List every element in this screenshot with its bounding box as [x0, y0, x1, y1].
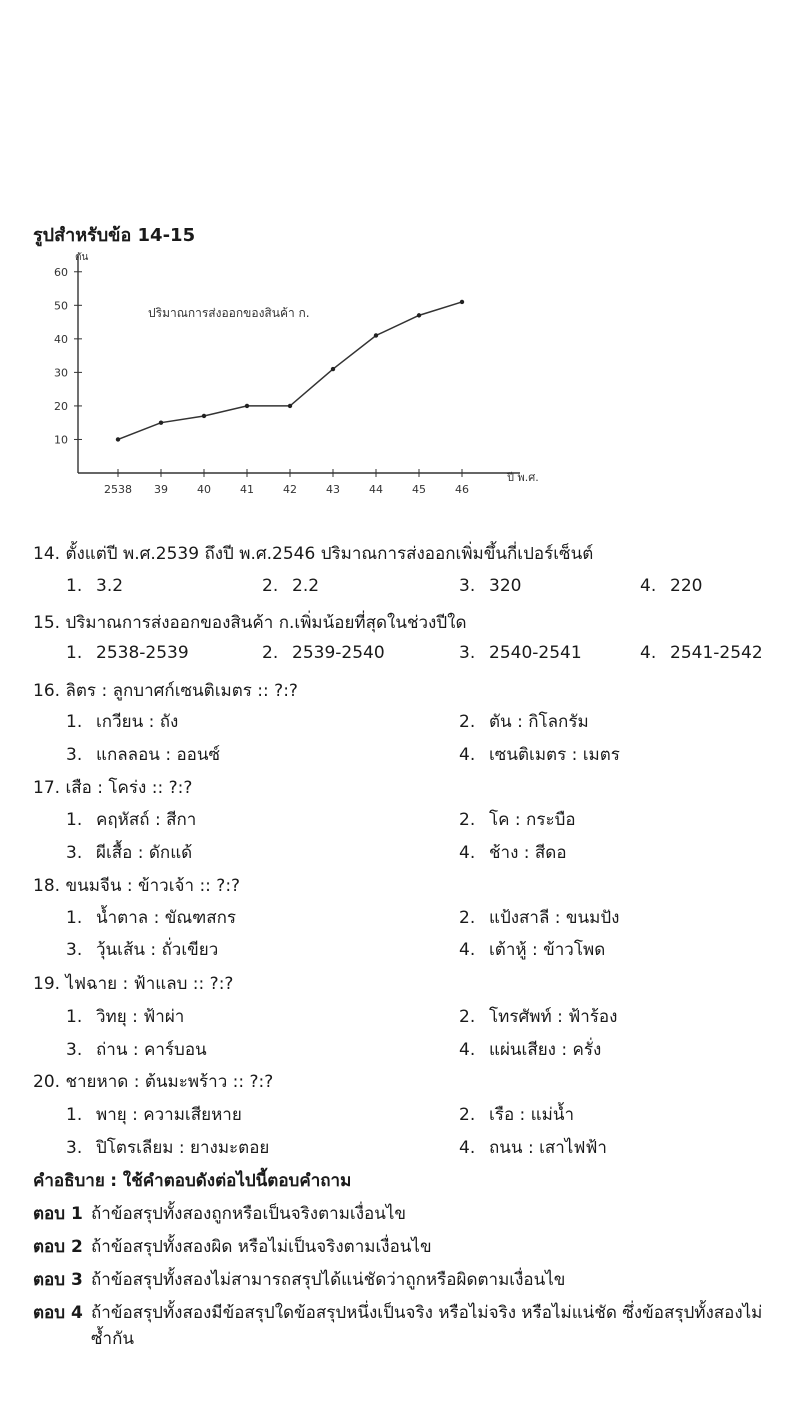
data-point [116, 437, 120, 441]
answer-key-4-continued: ซ้ำกัน [91, 1329, 134, 1349]
q18-option-4[interactable]: 4. เต้าหู้ : ข้าวโพด [459, 940, 606, 960]
series-line [118, 302, 462, 440]
q19-option-3[interactable]: 3. ถ่าน : คาร์บอน [66, 1040, 207, 1060]
answer-key-4: ตอบ 4 ถ้าข้อสรุปทั้งสองมีข้อสรุปใดข้อสรุปหนึ่งเป็นจริง หรือไม่จริง หรือไม่แน่ชัด ซึ่งข้อสรุปทั้งสองไม่ ซ้ำกัน [33, 1299, 762, 1326]
y-tick-label: 10 [54, 433, 68, 447]
q16-option-1[interactable]: 1. เกวียน : ถัง [66, 712, 179, 732]
y-tick-label: 50 [54, 299, 68, 313]
data-point [245, 404, 249, 408]
y-tick-label: 40 [54, 332, 68, 346]
data-point [288, 404, 292, 408]
q15-option-2[interactable]: 2. 2539-2540 [262, 643, 385, 663]
x-tick-label: 2538 [104, 483, 132, 496]
question-text: ปริมาณการส่งออกของสินค้า ก.เพิ่มน้อยที่สุดในช่วงปีใด [65, 613, 467, 633]
q19-option-2[interactable]: 2. โทรศัพท์ : ฟ้าร้อง [459, 1007, 618, 1027]
question-14 [33, 540, 593, 567]
question-number: 19. [33, 974, 61, 994]
q14-option-2[interactable]: 2. 2.2 [262, 576, 320, 596]
data-point [417, 313, 421, 317]
q17-option-4[interactable]: 4. ช้าง : สีดอ [459, 843, 567, 863]
q20-option-3[interactable]: 3. ปิโตรเลียม : ยางมะตอย [66, 1138, 270, 1158]
x-axis-label: ปี พ.ศ. [507, 471, 539, 484]
q16-option-4[interactable]: 4. เซนติเมตร : เมตร [459, 745, 620, 765]
x-tick-label: 42 [283, 483, 297, 496]
q17-option-3[interactable]: 3. ผีเสื้อ : ดักแด้ [66, 843, 193, 863]
q15-option-1[interactable]: 1. 2538-2539 [66, 643, 189, 663]
q18-option-2[interactable]: 2. แป้งสาลี : ขนมปัง [459, 908, 620, 928]
answer-key-3: ตอบ 3 ถ้าข้อสรุปทั้งสองไม่สามารถสรุปได้แน่ชัดว่าถูกหรือผิดตามเงื่อนไข [33, 1270, 566, 1290]
instruction-heading [33, 1167, 351, 1194]
question-text: ขนมจีน : ข้าวเจ้า :: ?:? [65, 876, 241, 896]
q19-option-4[interactable]: 4. แผ่นเสียง : ครั่ง [459, 1040, 602, 1060]
x-tick-label: 44 [369, 483, 383, 496]
q19-option-1[interactable]: 1. วิทยุ : ฟ้าผ่า [66, 1007, 185, 1027]
instruction-text: : ใช้คำตอบดังต่อไปนี้ตอบคำถาม [110, 1171, 352, 1191]
q16-option-2[interactable]: 2. ตัน : กิโลกรัม [459, 712, 589, 732]
question-16 [33, 677, 298, 704]
q15-option-3[interactable]: 3. 2540-2541 [459, 643, 582, 663]
question-17 [33, 774, 192, 801]
data-point [460, 300, 464, 304]
figure-title: รูปสำหรับข้อ 14-15 [33, 225, 196, 246]
export-line-chart [40, 245, 580, 500]
question-20 [33, 1068, 273, 1095]
x-tick-label: 40 [197, 483, 211, 496]
x-tick-label: 46 [455, 483, 469, 496]
question-text: ไฟฉาย : ฟ้าแลบ :: ?:? [65, 974, 234, 994]
answer-key-1: ตอบ 1 ถ้าข้อสรุปทั้งสองถูกหรือเป็นจริงตามเงื่อนไข [33, 1204, 407, 1224]
q20-option-1[interactable]: 1. พายุ : ความเสียหาย [66, 1105, 242, 1125]
data-point [202, 414, 206, 418]
instruction-label: คำอธิบาย [33, 1171, 105, 1191]
x-tick-label: 39 [154, 483, 168, 496]
q15-option-4[interactable]: 4. 2541-2542 [640, 643, 763, 663]
question-19 [33, 970, 233, 997]
question-number: 16. [33, 681, 61, 701]
question-number: 15. [33, 613, 61, 633]
q20-option-2[interactable]: 2. เรือ : แม่น้ำ [459, 1105, 575, 1125]
q18-option-3[interactable]: 3. วุ้นเส้น : ถั่วเขียว [66, 940, 219, 960]
y-axis-label: ตัน [75, 252, 89, 263]
question-18 [33, 872, 240, 899]
q14-option-3[interactable]: 3. 320 [459, 576, 522, 596]
question-text: ลิตร : ลูกบาศก์เซนติเมตร :: ?:? [65, 681, 298, 701]
q16-option-3[interactable]: 3. แกลลอน : ออนซ์ [66, 745, 221, 765]
y-tick-label: 60 [54, 265, 68, 279]
data-point [374, 333, 378, 337]
question-number: 14. [33, 544, 61, 564]
y-tick-label: 20 [54, 399, 68, 413]
x-tick-label: 43 [326, 483, 340, 496]
question-15 [33, 609, 466, 636]
q20-option-4[interactable]: 4. ถนน : เสาไฟฟ้า [459, 1138, 607, 1158]
data-point [331, 367, 335, 371]
chart-title: ปริมาณการส่งออกของสินค้า ก. [148, 306, 310, 320]
q17-option-1[interactable]: 1. คฤหัสถ์ : สีกา [66, 810, 197, 830]
question-number: 20. [33, 1072, 61, 1092]
q18-option-1[interactable]: 1. น้ำตาล : ขัณฑสกร [66, 908, 237, 928]
x-tick-label: 41 [240, 483, 254, 496]
question-text: ตั้งแต่ปี พ.ศ.2539 ถึงปี พ.ศ.2546 ปริมาณการส่งออกเพิ่มขึ้นกี่เปอร์เซ็นต์ [65, 544, 594, 564]
q14-option-4[interactable]: 4. 220 [640, 576, 703, 596]
q14-option-1[interactable]: 1. 3.2 [66, 576, 124, 596]
y-tick-label: 30 [54, 366, 68, 380]
question-text: เสือ : โคร่ง :: ?:? [65, 778, 193, 798]
question-number: 17. [33, 778, 61, 798]
x-tick-label: 45 [412, 483, 426, 496]
data-point [159, 420, 163, 424]
answer-key-2: ตอบ 2 ถ้าข้อสรุปทั้งสองผิด หรือไม่เป็นจริงตามเงื่อนไข [33, 1237, 432, 1257]
q17-option-2[interactable]: 2. โค : กระบือ [459, 810, 576, 830]
question-text: ชายหาด : ต้นมะพร้าว :: ?:? [65, 1072, 274, 1092]
question-number: 18. [33, 876, 61, 896]
